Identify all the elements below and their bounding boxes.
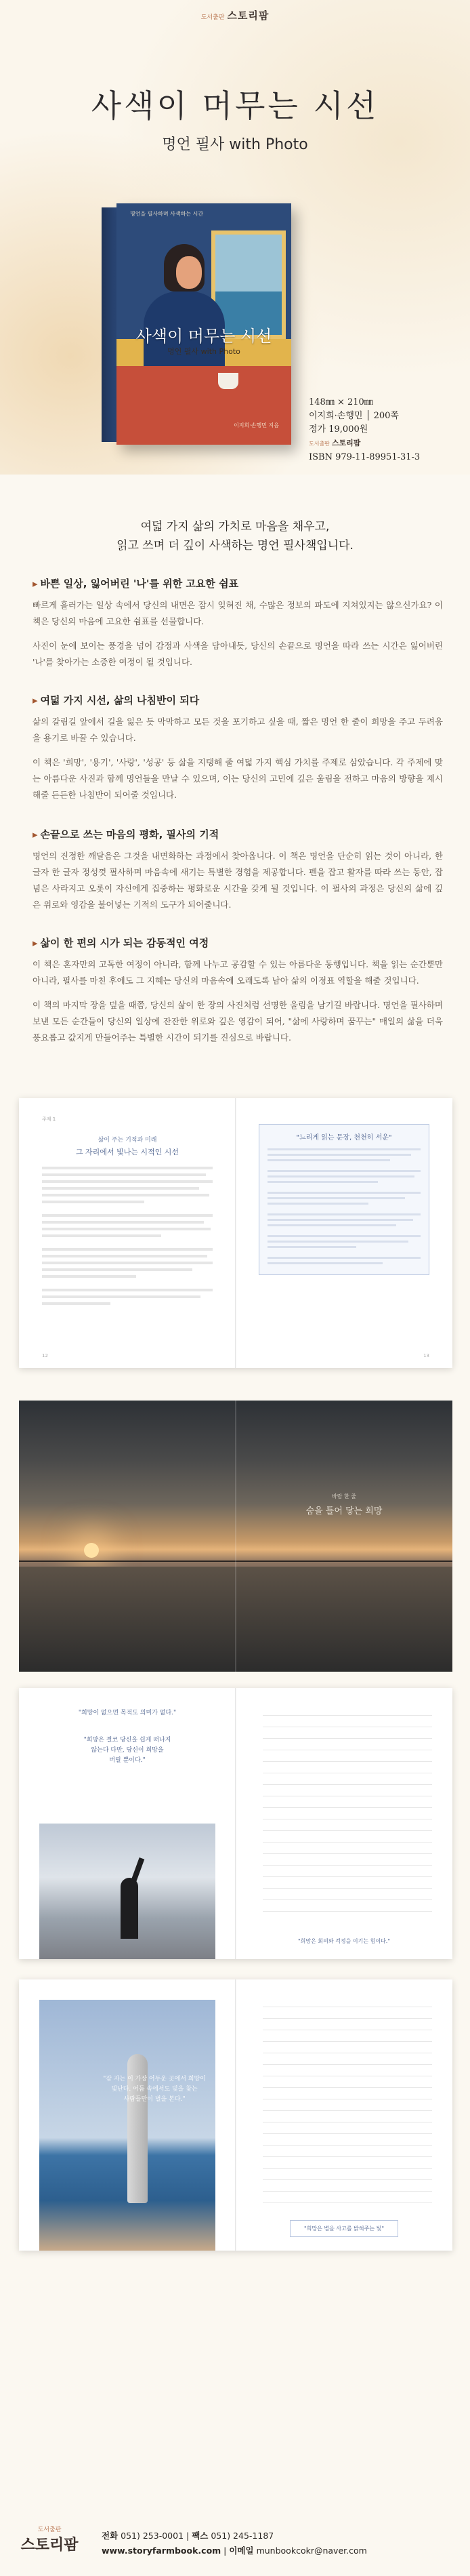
footer — [0, 2508, 470, 2576]
quote-2-right-caption: "희망은 별을 사고를 밝혀주는 빛" — [290, 2220, 398, 2237]
intro-text — [0, 517, 470, 555]
section-2 — [33, 693, 443, 811]
sample-spread-text — [19, 1098, 452, 1368]
logo-brand-text: 스토리팜 — [227, 9, 270, 22]
cover-subtitle: 명언 필사 with Photo — [167, 347, 240, 356]
sample-spread-photo — [19, 1401, 452, 1672]
spec-price: 정가 19,000원 — [309, 424, 368, 435]
sample-spread-quote-1 — [19, 1688, 452, 1959]
section-2-title: ▸ 여덟 가지 시선, 삶의 나침반이 되다 — [33, 694, 200, 706]
hero-section — [0, 0, 470, 475]
footer-contact: 전화 051) 253-0001 | 팩스 051) 245-1187 www.storyfarmbook.com | 이메일 munbookcokr@naver.com — [102, 2531, 367, 2556]
publisher-logo — [0, 8, 470, 22]
footer-logo-brand: 스토리팜 — [20, 2537, 79, 2554]
quote-2-mid-line-2: 빛난다. 어둠 속에서도 빛을 찾는 — [111, 2086, 198, 2093]
section-3-title: ▸ 손끝으로 쓰는 마음의 평화, 필사의 기적 — [33, 828, 219, 841]
section-4 — [33, 935, 443, 1054]
fax-label: 팩스 — [192, 2531, 209, 2541]
writing-lines — [263, 1715, 432, 1923]
cover-title: 사색이 머무는 시선 — [135, 327, 272, 346]
quote-1-mid-line-2: 않는다 다만, 당신이 희망을 — [91, 1747, 164, 1754]
logo-small-text: 도서출판 — [200, 14, 225, 21]
page-title: 사색이 머무는 시선 — [91, 87, 379, 124]
quote-2-mid — [87, 2074, 222, 2105]
right-box-title: "느리게 읽는 문장, 천천히 서운" — [296, 1134, 392, 1142]
cover-top-tag: 명언을 필사하며 사색하는 시간 — [130, 211, 204, 217]
section-4-title: ▸ 삶이 한 편의 시가 되는 감동적인 여정 — [33, 937, 209, 949]
spec-logo-brand: 스토리팜 — [331, 439, 361, 447]
bullet-icon: ▸ — [33, 828, 38, 841]
section-1-para-2: 사진이 눈에 보이는 풍경을 넘어 감정과 사색을 담아내듯, 당신의 손끝으로 명언을 따라 쓰는 시간은 잃어버린 '나'를 찾아가는 소중한 여정이 될 것입니다. — [33, 641, 443, 667]
spec-size: 148㎜ × 210㎜ — [309, 397, 373, 407]
quote-2-mid-line-1: "잠 자는 이 가장 어두운 곳에서 희망이 — [103, 2076, 206, 2082]
section-2-para-2: 이 책은 '희망', '용기', '사랑', '성공' 등 삶을 지탱해 줄 여덟 가지 핵심 가치를 주제로 삼았습니다. 각 주제에 맞는 아름다운 사진과 함께 명언들을 만날 수 있으며, 이는 당신의 고민에 깊은 울림을 전하고 마음의 방향을 제시해줄 든든한 나침반이 되어줄 것입니다. — [33, 757, 443, 800]
fax-value: 051) 245-1187 — [211, 2531, 274, 2541]
left-page-tag: 주제 1 — [42, 1116, 56, 1122]
quote-1-mid-line-1: "희망은 결코 당신을 쉽게 떠나지 — [83, 1737, 171, 1744]
photo-caption-small: 바람 한 줄 — [332, 1493, 356, 1500]
spec-isbn: ISBN 979-11-89951-31-3 — [309, 452, 421, 462]
section-4-para-1: 이 책은 혼자만의 고독한 여정이 아니라, 함께 나누고 공감할 수 있는 아름다운 동행입니다. 책을 읽는 순간뿐만 아니라, 필사를 마친 후에도 그 지혜는 당신의 마음속에 오래도록 남아 삶의 이정표 역할을 해줄 것입니다. — [33, 959, 443, 986]
intro-line-2: 읽고 쓰며 더 깊이 사색하는 명언 필사책입니다. — [116, 539, 354, 552]
section-3 — [33, 827, 443, 921]
person-photo — [39, 1824, 215, 1959]
book-cover-image — [116, 203, 291, 445]
phone-label: 전화 — [102, 2531, 119, 2541]
email-label: 이메일 — [229, 2545, 254, 2556]
sample-left-page — [19, 1098, 236, 1368]
person-silhouette — [121, 1878, 138, 1939]
cover-author: 이지희·손행민 지음 — [234, 422, 279, 428]
quote-2-mid-line-3: 사람들만이 별을 본다." — [123, 2096, 186, 2103]
section-1 — [33, 576, 443, 679]
photo-caption-main: 숨을 틀어 닿는 희망 — [305, 1506, 383, 1516]
sample-right-page — [236, 1098, 452, 1368]
footer-logo — [12, 2524, 87, 2554]
left-page-heading: 삶이 주는 기적과 미래 — [98, 1137, 157, 1144]
quote-1-top: "희망이 없으면 목적도 의미가 없다." — [78, 1710, 177, 1716]
spec-logo-small: 도서출판 — [309, 441, 330, 447]
right-page-number: 13 — [423, 1353, 429, 1359]
writing-lines — [263, 2007, 432, 2214]
cover-cup — [218, 373, 238, 389]
sun-image — [84, 1543, 99, 1558]
footer-logo-small: 도서출판 — [37, 2527, 62, 2533]
quote-1-mid-line-3: 버릴 뿐이다." — [109, 1757, 146, 1764]
bullet-icon: ▸ — [33, 694, 38, 706]
section-3-para-1: 명언의 진정한 깨달음은 그것을 내면화하는 과정에서 찾아옵니다. 이 책은 명언을 단순히 읽는 것이 아니라, 한 글자 한 글자 정성껏 필사하며 마음속에 새기는 특별한 경험을 제공합니다. 펜을 잡고 활자를 따라 쓰는 동안, 잡념은 사라지고 오롯이 자신에게 집중하는 평화로운 시간을 갖게 될 것입니다. 이 필사의 과정은 당신의 삶에 깊은 위로와 영감을 불어넣는 기적의 도구가 되어줄니다. — [33, 851, 443, 910]
statue-photo — [39, 2000, 215, 2251]
bullet-icon: ▸ — [33, 578, 38, 590]
book-spine — [102, 207, 118, 442]
section-1-para-1: 빠르게 흘러가는 일상 속에서 당신의 내면은 잠시 잊혀진 채, 수많은 정보의 파도에 지쳐있지는 않으신가요? 이 책은 당신의 마음에 고요한 쉼표를 선물합니다. — [33, 600, 443, 626]
section-1-title: ▸ 바쁜 일상, 잃어버린 '나'를 위한 고요한 쉼표 — [33, 578, 239, 590]
spec-publisher-logo — [309, 437, 420, 451]
left-page-subheading: 그 자리에서 빛나는 시적인 시선 — [75, 1148, 179, 1156]
sample-spread-quote-2 — [19, 1979, 452, 2251]
left-page-number: 12 — [42, 1353, 48, 1359]
quote-1-mid — [46, 1735, 209, 1766]
book-specs — [309, 396, 420, 464]
bullet-icon: ▸ — [33, 937, 38, 949]
spec-authors-pages: 이지희·손행민 │ 200쪽 — [309, 411, 399, 421]
email-link[interactable]: munbookcokr@naver.com — [256, 2545, 367, 2556]
quote-1-right-caption: "희망은 회의와 걱정을 이기는 힘이다." — [298, 1938, 390, 1944]
page-subtitle: 명언 필사 with Photo — [162, 136, 308, 153]
intro-line-1: 여덟 가지 삶의 가치로 마음을 채우고, — [140, 520, 330, 534]
phone-value: 051) 253-0001 — [121, 2531, 184, 2541]
section-2-para-1: 삶의 갈림길 앞에서 길을 잃은 듯 막막하고 모든 것을 포기하고 싶을 때, 짧은 명언 한 줄이 희망을 주고 두려움을 용기로 바꿀 수 있습니다. — [33, 717, 443, 743]
section-4-para-2: 이 책의 마지막 장을 덮을 때쯤, 당신의 삶이 한 장의 사진처럼 선명한 울림을 남기길 바랍니다. 명언을 필사하며 보낸 모든 순간들이 당신의 일상에 잔잔한 위로와 깊은 영감이 되어, "삶에 사랑하며 꿈꾸는" 매일의 삶을 더욱 풍요롭고 값지게 만들어주는 특별한 시간이 되기를 진심으로 바랍니다. — [33, 1000, 443, 1043]
website-link[interactable]: www.storyfarmbook.com — [102, 2545, 221, 2556]
right-page-box — [259, 1124, 429, 1275]
